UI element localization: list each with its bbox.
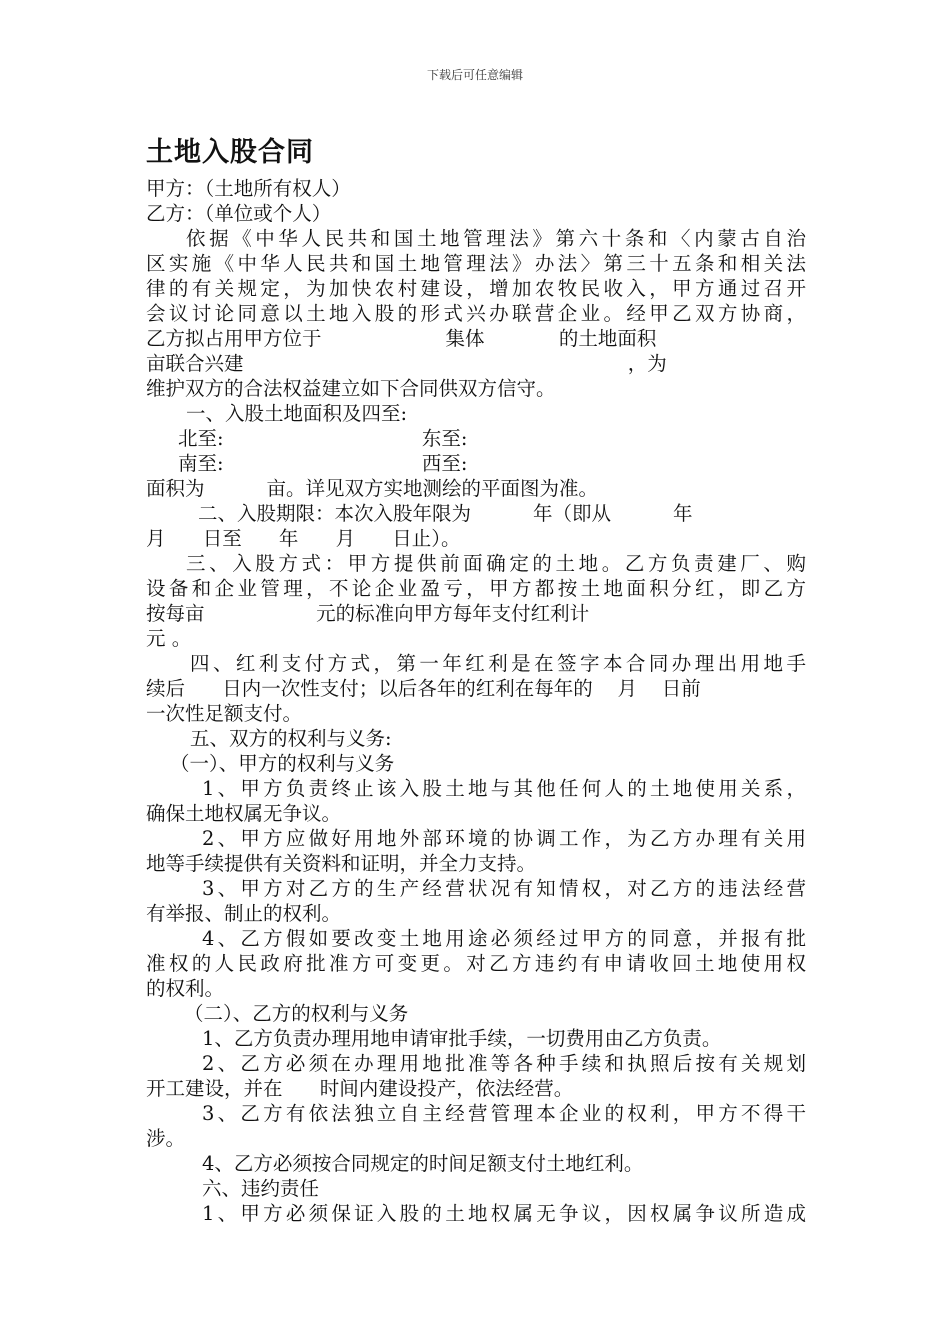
section-heading: 四、红利支付方式，第一年红利是在签字本合同办理出用地手 [190, 652, 806, 675]
clause-line: 准权的人民政府批准方可变更。对乙方违约有申请收回土地使用权 [146, 952, 806, 975]
paragraph-line: 乙方拟占用甲方位于 集体 的土地面积 [146, 327, 657, 350]
section-heading: 二、入股期限：本次入股年限为 年（即从 年 [198, 502, 693, 525]
paragraph-line: 按每亩 元的标准向甲方每年支付红利计 [146, 602, 590, 625]
paragraph-line: 律的有关规定，为加快农村建设，增加农牧民收入，甲方通过召开 [146, 277, 806, 300]
clause-line: 确保土地权属无争议。 [146, 802, 342, 825]
clause-line: 3、甲方对乙方的生产经营状况有知情权，对乙方的违法经营 [202, 877, 806, 900]
paragraph-line: 续后 日内一次性支付；以后各年的红利在每年的 月 日前 [146, 677, 701, 700]
paragraph-line: 会议讨论同意以土地入股的形式兴办联营企业。经甲乙双方协商， [146, 302, 806, 325]
clause-line: 的权利。 [146, 977, 225, 1000]
clause-line: 1、甲方必须保证入股的土地权属无争议，因权属争议所造成 [202, 1202, 806, 1225]
paragraph-line: 亩联合兴建 ，为 [146, 352, 667, 375]
area-line: 面积为 亩。详见双方实地测绘的平面图为准。 [146, 477, 598, 500]
clause-line: 涉。 [146, 1127, 186, 1150]
section-heading: 三、入股方式：甲方提供前面确定的土地。乙方负责建厂、购 [186, 552, 806, 575]
clause-line: 1、甲方负责终止该入股土地与其他任何人的土地使用关系， [202, 777, 806, 800]
document-title: 土地入股合同 [146, 137, 314, 168]
section-heading: 一、入股土地面积及四至: [186, 402, 408, 425]
section-heading: 五、双方的权利与义务: [190, 727, 392, 750]
paragraph-line: 区实施《中华人民共和国土地管理法》办法〉第三十五条和相关法 [146, 252, 806, 275]
paragraph-line: 一次性足额支付。 [146, 702, 303, 725]
clause-line: 地等手续提供有关资料和证明，并全力支持。 [146, 852, 537, 875]
paragraph-line: 元 。 [146, 627, 192, 650]
clause-line: 1、乙方负责办理用地申请审批手续，一切费用由乙方负责。 [202, 1027, 722, 1050]
clause-line: 3、乙方有依法独立自主经营管理本企业的权利，甲方不得干 [202, 1102, 806, 1125]
page-header: 下载后可任意编辑 [426, 68, 523, 82]
party-b-line: 乙方：（单位或个人） [146, 202, 332, 225]
subsection-heading: （一）、甲方的权利与义务 [170, 752, 395, 775]
paragraph-line: 依据《中华人民共和国土地管理法》第六十条和〈内蒙古自治 [186, 227, 806, 250]
clause-line: 2、乙方必须在办理用地批准等各种手续和执照后按有关规划 [202, 1052, 806, 1075]
section-heading: 六、违约责任 [202, 1177, 320, 1200]
boundary-line: 北至: 东至: [178, 427, 468, 450]
party-a-line: 甲方：（土地所有权人） [146, 177, 351, 200]
boundary-line: 南至: 西至: [178, 452, 468, 475]
clause-line: 有举报、制止的权利。 [146, 902, 342, 925]
paragraph-line: 设备和企业管理，不论企业盈亏，甲方都按土地面积分红，即乙方 [146, 577, 806, 600]
clause-line: 4、乙方假如要改变土地用途必须经过甲方的同意，并报有批 [202, 927, 806, 950]
clause-line: 开工建设，并在 时间内建设投产，依法经营。 [146, 1077, 574, 1100]
clause-line: 2、甲方应做好用地外部环境的协调工作，为乙方办理有关用 [202, 827, 806, 850]
clause-line: 4、乙方必须按合同规定的时间足额支付土地红利。 [202, 1152, 644, 1175]
paragraph-line: 月 日至 年 月 日止）。 [146, 527, 461, 550]
paragraph-line: 维护双方的合法权益建立如下合同供双方信守。 [146, 377, 556, 400]
subsection-heading: （二）、乙方的权利与义务 [184, 1002, 409, 1025]
